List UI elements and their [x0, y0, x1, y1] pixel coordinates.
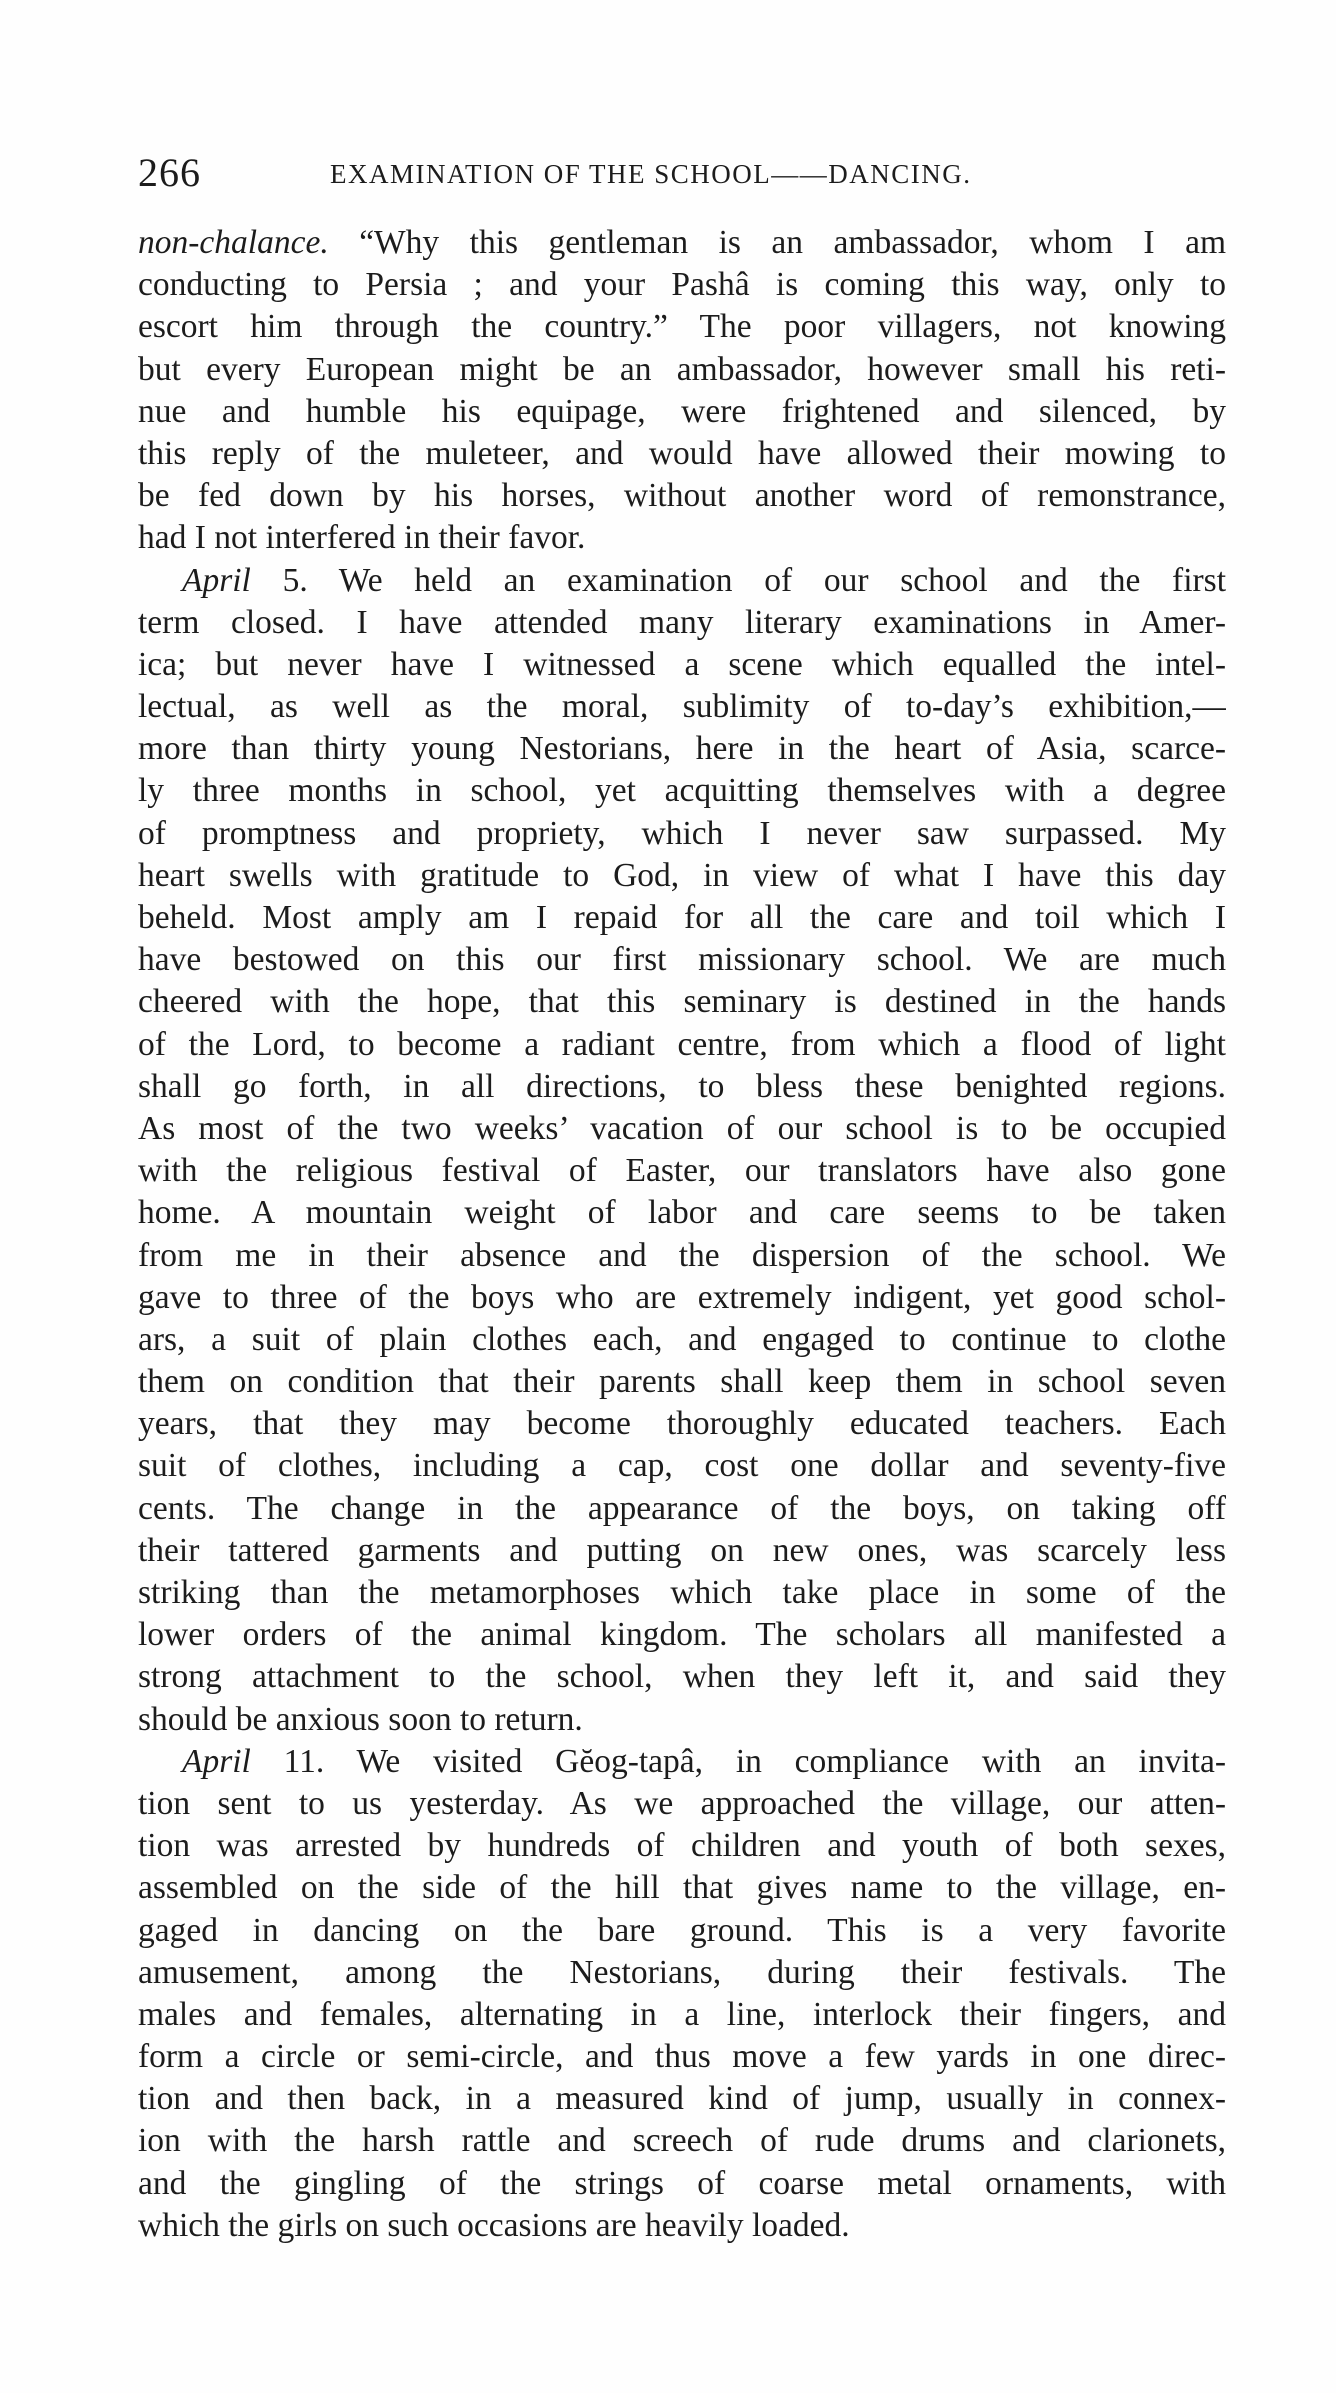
line-text: nue and humble his equipage, were frightened and silenced, by [138, 392, 1226, 430]
text-line [138, 517, 1226, 559]
text-line [138, 686, 1226, 728]
text-line [138, 939, 1226, 981]
text-line [138, 1024, 1226, 1066]
text-line [138, 1445, 1226, 1487]
text-line [138, 1572, 1226, 1614]
text-line [138, 1108, 1226, 1150]
line-text: lectual, as well as the moral, sublimity of to-day’s exhibition,— [138, 688, 1226, 726]
line-text: gaged in dancing on the bare ground. This is a very favorite [138, 1911, 1226, 1949]
text-line [138, 1656, 1226, 1698]
text-line [138, 1614, 1226, 1656]
text-line [138, 2036, 1226, 2078]
entry-date-number: 5. [250, 561, 308, 599]
line-text: from me in their absence and the dispersion of the school. We [138, 1236, 1226, 1274]
line-text: which the girls on such occasions are heavily loaded. [138, 2206, 850, 2244]
text-line [138, 1994, 1226, 2036]
line-text: As most of the two weeks’ vacation of our school is to be occupied [138, 1109, 1226, 1147]
text-line [138, 981, 1226, 1023]
text-line [138, 1910, 1226, 1952]
line-text: shall go forth, in all directions, to bless these benighted regions. [138, 1067, 1226, 1105]
text-line [138, 306, 1226, 348]
text-line [138, 2078, 1226, 2120]
line-text: ion with the harsh rattle and screech of rude drums and clarionets, [138, 2122, 1226, 2160]
text-line [138, 813, 1226, 855]
line-text: lower orders of the animal kingdom. The scholars all manifested a [138, 1616, 1226, 1654]
running-head [138, 148, 1208, 198]
line-text: with the religious festival of Easter, our translators have also gone [138, 1152, 1226, 1190]
text-line [138, 2120, 1226, 2162]
text-line [138, 1867, 1226, 1909]
line-text: years, that they may become thoroughly educated teachers. Each [138, 1405, 1226, 1443]
text-line [138, 1952, 1226, 1994]
line-text: tion sent to us yesterday. As we approached the village, our atten- [138, 1784, 1226, 1822]
line-text: escort him through the country.” The poor villagers, not knowing [138, 308, 1226, 346]
line-text: assembled on the side of the hill that gives name to the village, en- [138, 1869, 1226, 1907]
line-text: We held an examination of our school and the first [307, 561, 1226, 599]
line-text: beheld. Most amply am I repaid for all the care and toil which I [138, 899, 1226, 936]
line-text: cents. The change in the appearance of the boys, on taking off [138, 1489, 1226, 1527]
line-text: should be anxious soon to return. [138, 1700, 583, 1738]
line-text: of promptness and propriety, which I never saw surpassed. My [138, 814, 1226, 852]
line-text: We visited Gĕog-tapâ, in compliance with an invita- [324, 1742, 1226, 1780]
text-line [138, 391, 1226, 433]
text-line [138, 475, 1226, 517]
text-line [138, 560, 1226, 602]
text-line [138, 1319, 1226, 1361]
line-text: this reply of the muleteer, and would have allowed their mowing to [138, 434, 1226, 472]
line-text: ly three months in school, yet acquitting themselves with a degree [138, 772, 1226, 810]
text-line [138, 1699, 1226, 1741]
text-line [138, 1783, 1226, 1825]
line-text: amusement, among the Nestorians, during their festivals. The [138, 1953, 1226, 1991]
text-line [138, 1277, 1226, 1319]
line-text: of the Lord, to become a radiant centre, from which a flood of light [138, 1025, 1226, 1063]
page-number: 266 [138, 150, 201, 195]
line-text: “Why this gentleman is an ambassador, whom I am [328, 224, 1226, 261]
line-text: be fed down by his horses, without another word of remonstrance, [138, 477, 1226, 515]
text-line [138, 1741, 1226, 1783]
line-text: gave to three of the boys who are extremely indigent, yet good schol- [138, 1278, 1226, 1316]
text-line [138, 433, 1226, 475]
line-text: have bestowed on this our first missionary school. We are much [138, 941, 1226, 979]
italic-lead: April [182, 561, 251, 599]
line-text: more than thirty young Nestorians, here in the heart of Asia, scarce- [138, 730, 1226, 768]
line-text: tion and then back, in a measured kind of jump, usually in connex- [138, 2080, 1226, 2118]
running-head-title: EXAMINATION OF THE SCHOOL——DANCING. [330, 159, 972, 189]
body-text [138, 222, 1226, 2247]
text-line [138, 2163, 1226, 2205]
text-line [138, 1150, 1226, 1192]
line-text: cheered with the hope, that this seminary is destined in the hands [138, 983, 1226, 1021]
line-text: term closed. I have attended many literary examinations in Amer- [138, 603, 1226, 641]
text-line [138, 1488, 1226, 1530]
text-line [138, 644, 1226, 686]
line-text: had I not interfered in their favor. [138, 519, 586, 557]
line-text: conducting to Persia ; and your Pashâ is coming this way, only to [138, 266, 1226, 304]
text-line [138, 602, 1226, 644]
text-line [138, 1361, 1226, 1403]
text-line [138, 222, 1226, 264]
text-line [138, 1066, 1226, 1108]
line-text: them on condition that their parents shall keep them in school seven [138, 1363, 1226, 1401]
text-line [138, 1192, 1226, 1234]
line-text: males and females, alternating in a line, interlock their fingers, and [138, 1995, 1226, 2033]
text-line [138, 1825, 1226, 1867]
italic-lead: April [182, 1742, 251, 1780]
text-line [138, 1403, 1226, 1445]
line-text: tion was arrested by hundreds of children and youth of both sexes, [138, 1827, 1226, 1865]
text-line [138, 897, 1226, 939]
text-line [138, 855, 1226, 897]
line-text: home. A mountain weight of labor and care seems to be taken [138, 1194, 1226, 1232]
text-line [138, 1235, 1226, 1277]
line-text: form a circle or semi-circle, and thus move a few yards in one direc- [138, 2038, 1226, 2076]
line-text: ica; but never have I witnessed a scene which equalled the intel- [138, 645, 1226, 683]
line-text: strong attachment to the school, when they left it, and said they [138, 1658, 1226, 1696]
text-line [138, 1530, 1226, 1572]
text-line [138, 349, 1226, 391]
line-text: but every European might be an ambassador, however small his reti- [138, 350, 1226, 388]
line-text: striking than the metamorphoses which take place in some of the [138, 1574, 1226, 1611]
text-line [138, 770, 1226, 812]
text-line [138, 2205, 1226, 2247]
line-text: heart swells with gratitude to God, in view of what I have this day [138, 856, 1226, 894]
text-line [138, 728, 1226, 770]
entry-date-number: 11. [250, 1742, 325, 1780]
line-text: and the gingling of the strings of coarse metal ornaments, with [138, 2164, 1226, 2202]
italic-lead: non-chalance. [138, 224, 329, 261]
text-line [138, 264, 1226, 306]
line-text: ars, a suit of plain clothes each, and engaged to continue to clothe [138, 1320, 1226, 1358]
line-text: their tattered garments and putting on new ones, was scarcely less [138, 1531, 1226, 1569]
line-text: suit of clothes, including a cap, cost one dollar and seventy-five [138, 1447, 1226, 1485]
